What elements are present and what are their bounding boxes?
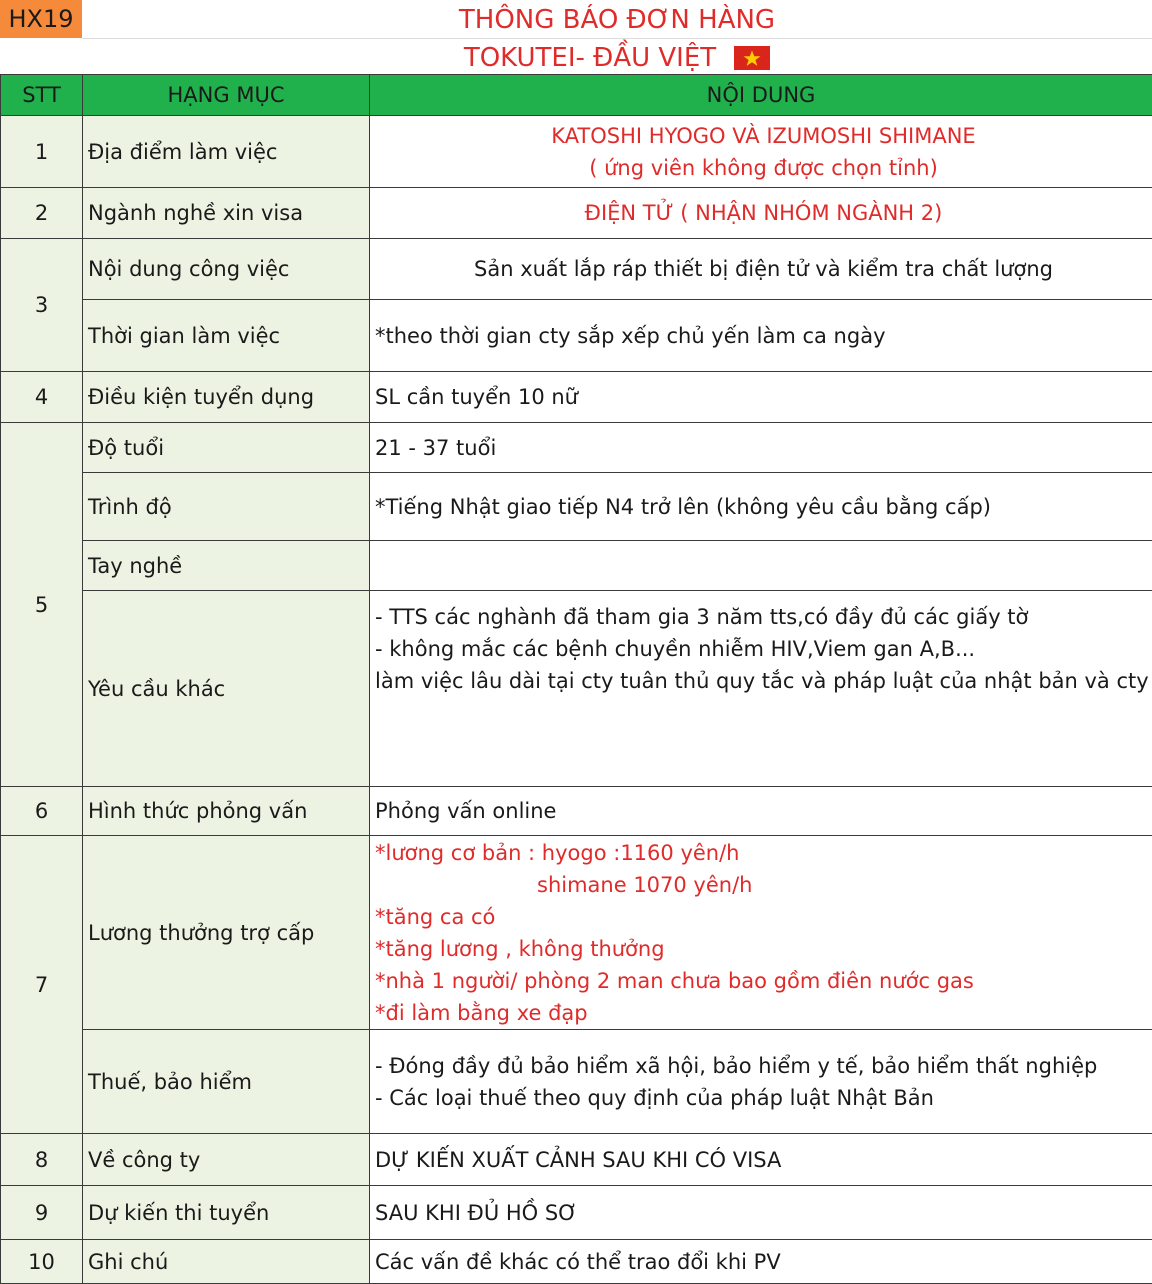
table-row bbox=[1, 188, 1152, 239]
row-category: Tay nghề bbox=[83, 541, 370, 591]
content-line: *theo thời gian cty sắp xếp chủ yến làm ca ngày bbox=[375, 320, 1152, 352]
row-number: 6 bbox=[1, 787, 83, 836]
row-content bbox=[370, 1186, 1152, 1240]
content-line: SL cần tuyển 10 nữ bbox=[375, 381, 1152, 413]
row-category: Thuế, bảo hiểm bbox=[83, 1030, 370, 1134]
row-content bbox=[370, 1030, 1152, 1134]
content-line: *nhà 1 người/ phòng 2 man chưa bao gồm điên nước gas bbox=[375, 965, 1152, 997]
table-header-row bbox=[1, 75, 1152, 116]
row-number: 5 bbox=[1, 423, 83, 787]
table-row bbox=[1, 372, 1152, 423]
table-row bbox=[1, 787, 1152, 836]
content-line: *đi làm bằng xe đạp bbox=[375, 997, 1152, 1029]
sheet-subtitle-text: TOKUTEI- ĐẦU VIỆT bbox=[464, 40, 716, 76]
row-content bbox=[370, 300, 1152, 372]
table-row bbox=[1, 300, 1152, 372]
table-row bbox=[1, 116, 1152, 188]
row-category: Hình thức phỏng vấn bbox=[83, 787, 370, 836]
row-content bbox=[370, 372, 1152, 423]
job-order-table bbox=[0, 74, 1152, 1284]
content-line: 21 - 37 tuổi bbox=[375, 432, 1152, 464]
content-line: *tăng lương , không thưởng bbox=[375, 933, 1152, 965]
row-category: Lương thưởng trợ cấp bbox=[83, 836, 370, 1030]
row-content bbox=[370, 188, 1152, 239]
row-number: 10 bbox=[1, 1240, 83, 1284]
table-row bbox=[1, 1186, 1152, 1240]
header-category: HẠNG MỤC bbox=[83, 75, 370, 116]
row-category: Ngành nghề xin visa bbox=[83, 188, 370, 239]
row-content bbox=[370, 591, 1152, 787]
table-row bbox=[1, 239, 1152, 300]
row-content bbox=[370, 473, 1152, 541]
row-number: 2 bbox=[1, 188, 83, 239]
row-number: 3 bbox=[1, 239, 83, 372]
row-category: Độ tuổi bbox=[83, 423, 370, 473]
table-row bbox=[1, 1134, 1152, 1186]
content-line: ĐIỆN TỬ ( NHẬN NHÓM NGÀNH 2) bbox=[375, 197, 1152, 229]
row-number: 1 bbox=[1, 116, 83, 188]
row-content bbox=[370, 787, 1152, 836]
content-line: *tăng ca có bbox=[375, 901, 1152, 933]
row-category: Yêu cầu khác bbox=[83, 591, 370, 787]
title-divider bbox=[82, 38, 1152, 39]
row-number: 7 bbox=[1, 836, 83, 1134]
row-number: 9 bbox=[1, 1186, 83, 1240]
row-category: Điều kiện tuyển dụng bbox=[83, 372, 370, 423]
content-line: Sản xuất lắp ráp thiết bị điện tử và kiểm tra chất lượng bbox=[375, 253, 1152, 285]
table-row bbox=[1, 541, 1152, 591]
content-line: làm việc lâu dài tại cty tuân thủ quy tắc và pháp luật của nhật bản và cty bbox=[375, 665, 1152, 697]
row-content bbox=[370, 1240, 1152, 1284]
row-category: Về công ty bbox=[83, 1134, 370, 1186]
table-row bbox=[1, 836, 1152, 1030]
row-category: Ghi chú bbox=[83, 1240, 370, 1284]
table-row bbox=[1, 473, 1152, 541]
content-line: Phỏng vấn online bbox=[375, 795, 1152, 827]
content-line: *Tiếng Nhật giao tiếp N4 trở lên (không yêu cầu bằng cấp) bbox=[375, 491, 1152, 523]
row-content bbox=[370, 239, 1152, 300]
row-content bbox=[370, 836, 1152, 1030]
content-line: Các vấn đề khác có thể trao đổi khi PV bbox=[375, 1246, 1152, 1278]
content-line: SAU KHI ĐỦ HỒ SƠ bbox=[375, 1197, 1152, 1229]
sheet-title: THÔNG BÁO ĐƠN HÀNG bbox=[82, 2, 1152, 38]
sheet-subtitle bbox=[82, 40, 1152, 76]
row-content bbox=[370, 423, 1152, 473]
table-row bbox=[1, 1240, 1152, 1284]
row-category: Dự kiến thi tuyển bbox=[83, 1186, 370, 1240]
content-line: - TTS các nghành đã tham gia 3 năm tts,có đầy đủ các giấy tờ bbox=[375, 601, 1152, 633]
row-content bbox=[370, 116, 1152, 188]
row-content bbox=[370, 541, 1152, 591]
header-content: NỘI DUNG bbox=[370, 75, 1152, 116]
vietnam-flag-icon bbox=[734, 46, 770, 70]
content-line: - không mắc các bệnh chuyền nhiễm HIV,Viem gan A,B... bbox=[375, 633, 1152, 665]
row-number: 8 bbox=[1, 1134, 83, 1186]
row-category: Địa điểm làm việc bbox=[83, 116, 370, 188]
row-number: 4 bbox=[1, 372, 83, 423]
table-row bbox=[1, 423, 1152, 473]
content-line: *lương cơ bản : hyogo :1160 yên/h bbox=[375, 837, 1152, 869]
content-line: - Các loại thuế theo quy định của pháp luật Nhật Bản bbox=[375, 1082, 1152, 1114]
content-line: DỰ KIẾN XUẤT CẢNH SAU KHI CÓ VISA bbox=[375, 1144, 1152, 1176]
content-line: ( ứng viên không được chọn tỉnh) bbox=[375, 152, 1152, 184]
content-line: KATOSHI HYOGO VÀ IZUMOSHI SHIMANE bbox=[375, 120, 1152, 152]
content-line: - Đóng đầy đủ bảo hiểm xã hội, bảo hiểm y tế, bảo hiểm thất nghiệp bbox=[375, 1050, 1152, 1082]
row-category: Trình độ bbox=[83, 473, 370, 541]
table-row bbox=[1, 591, 1152, 787]
content-line: shimane 1070 yên/h bbox=[375, 869, 1152, 901]
table-row bbox=[1, 1030, 1152, 1134]
row-category: Thời gian làm việc bbox=[83, 300, 370, 372]
row-content bbox=[370, 1134, 1152, 1186]
header-stt: STT bbox=[1, 75, 83, 116]
order-code-badge: HX19 bbox=[0, 0, 82, 38]
row-category: Nội dung công việc bbox=[83, 239, 370, 300]
